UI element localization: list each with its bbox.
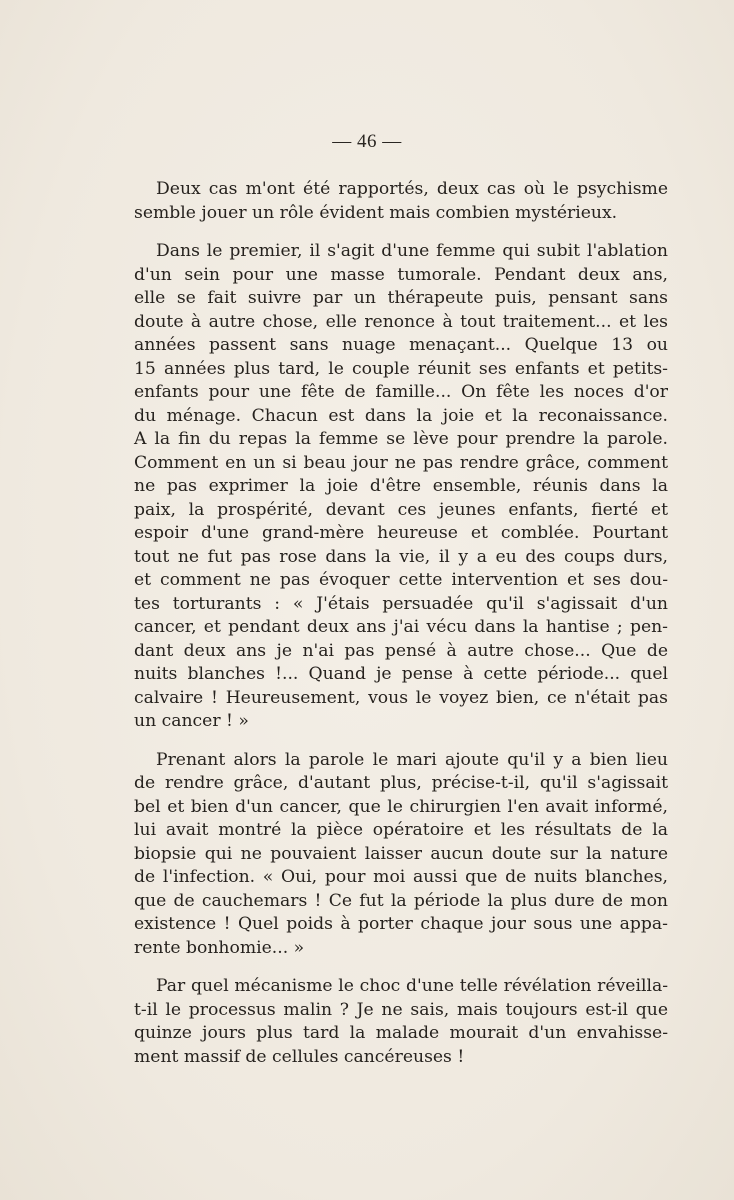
text-line: lui avait montré la pièce opératoire et les résultats de la (134, 820, 668, 840)
text-line: quinze jours plus tard la malade mourait d'un envahisse- (134, 1023, 668, 1043)
text-line: Comment en un si beau jour ne pas rendre grâce, comment (134, 452, 668, 473)
paragraph-4 (134, 975, 668, 1069)
text-line: Prenant alors la parole le mari ajoute qu'il y a bien lieu (156, 749, 668, 770)
text-line: existence ! Quel poids à porter chaque jour sous une appa- (134, 914, 668, 934)
text-line: ment massif de cellules cancéreuses ! (134, 1046, 465, 1067)
text-line: d'un sein pour une masse tumorale. Pendant deux ans, (134, 264, 668, 285)
text-line: de rendre grâce, d'autant plus, précise-t-il, qu'il s'agissait (134, 773, 668, 793)
text-line: tes torturants : « J'étais persuadée qu'il s'agissait d'un (134, 593, 668, 614)
body-text (134, 178, 668, 1069)
text-line: semble jouer un rôle évident mais combien mystérieux. (134, 202, 618, 223)
text-line: nuits blanches !... Quand je pense à cette période... quel (134, 664, 668, 684)
text-line: elle se fait suivre par un thérapeute puis, pensant sans (134, 288, 668, 308)
text-line: cancer, et pendant deux ans j'ai vécu dans la hantise ; pen- (134, 617, 668, 637)
text-line: Par quel mécanisme le choc d'une telle révélation réveilla- (156, 976, 668, 996)
text-line: années passent sans nuage menaçant... Quelque 13 ou (134, 335, 668, 355)
paragraph-1 (134, 178, 668, 225)
text-line: Dans le premier, il s'agit d'une femme qui subit l'ablation (156, 241, 668, 261)
text-line: espoir d'une grand-mère heureuse et comblée. Pourtant (134, 523, 668, 543)
paragraph-2 (134, 240, 668, 734)
page-number: — 46 — (332, 131, 402, 152)
text-line: un cancer ! » (134, 711, 249, 731)
text-line: bel et bien d'un cancer, que le chirurgien l'en avait informé, (134, 796, 668, 817)
paragraph-3 (134, 749, 668, 961)
text-line: du ménage. Chacun est dans la joie et la reconaissance. (134, 405, 668, 426)
text-line: A la fin du repas la femme se lève pour prendre la parole. (134, 429, 668, 449)
text-line: paix, la prospérité, devant ces jeunes enfants, fierté et (134, 499, 668, 520)
text-line: 15 années plus tard, le couple réunit ses enfants et petits- (134, 358, 668, 379)
text-line: que de cauchemars ! Ce fut la période la plus dure de mon (134, 890, 668, 911)
text-line: dant deux ans je n'ai pas pensé à autre chose... Que de (134, 640, 668, 661)
text-line: t-il le processus malin ? Je ne sais, mais toujours est-il que (134, 999, 668, 1020)
text-line: enfants pour une fête de famille... On fête les noces d'or (134, 382, 668, 402)
text-line: tout ne fut pas rose dans la vie, il y a eu des coups durs, (134, 546, 668, 567)
text-line: ne pas exprimer la joie d'être ensemble, réunis dans la (134, 476, 668, 496)
text-line: et comment ne pas évoquer cette intervention et ses dou- (134, 570, 668, 590)
text-line: Deux cas m'ont été rapportés, deux cas où le psychisme (156, 179, 668, 199)
text-line: de l'infection. « Oui, pour moi aussi que de nuits blanches, (134, 867, 668, 887)
text-line: doute à autre chose, elle renonce à tout traitement... et les (134, 311, 668, 332)
text-line: biopsie qui ne pouvaient laisser aucun doute sur la nature (134, 843, 668, 864)
text-line: rente bonhomie... » (134, 937, 305, 958)
text-line: calvaire ! Heureusement, vous le voyez bien, ce n'était pas (134, 687, 668, 708)
